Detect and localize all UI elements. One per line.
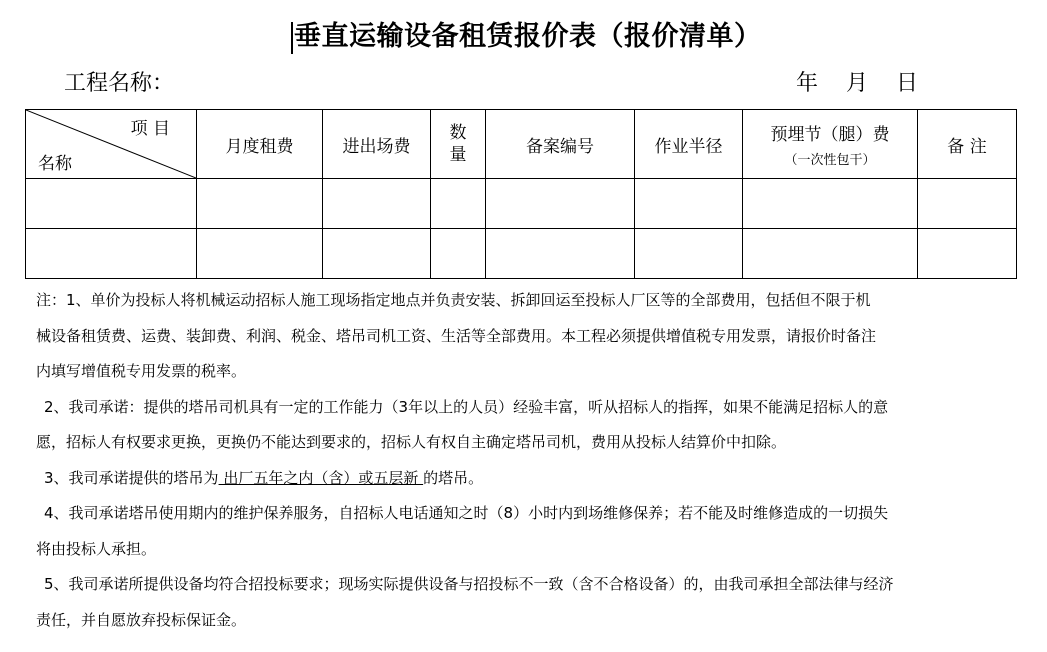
table-cell[interactable] [26, 229, 197, 279]
header-remarks: 备 注 [918, 110, 1017, 179]
header-quantity [431, 110, 486, 179]
note-3 [36, 461, 1036, 497]
note-3-underlined-term: 出厂五年之内（含）或五层新 [218, 468, 424, 487]
table-header-row [26, 110, 1017, 179]
header-monthly-rent: 月度租费 [197, 110, 323, 179]
table-cell[interactable] [197, 229, 323, 279]
header-embedded-section-label: 预埋节（腿）费 [770, 125, 890, 145]
table-row [26, 179, 1017, 229]
header-embedded-section-fee [743, 110, 918, 179]
table-cell[interactable] [323, 179, 431, 229]
diagonal-header-cell [26, 110, 197, 179]
quote-table [25, 109, 1017, 279]
note-5-line-2: 责任，并自愿放弃投标保证金。 [36, 610, 247, 629]
table-cell[interactable] [431, 229, 486, 279]
table-cell[interactable] [486, 179, 635, 229]
table-cell[interactable] [323, 229, 431, 279]
table-cell[interactable] [918, 229, 1017, 279]
note-4-line-1: 4、我司承诺塔吊使用期内的维护保养服务，自招标人电话通知之时（8）小时内到场维修保养；若不能及时维修造成的一切损失 [44, 504, 889, 522]
date-label: 年 月 日 [796, 71, 918, 96]
note-5-line-1: 5、我司承诺所提供设备均符合招投标要求；现场实际提供设备与招投标不一致（含不合格设备）的，由我司承担全部法律与经济 [44, 575, 894, 593]
table-cell[interactable] [431, 179, 486, 229]
table-cell[interactable] [635, 229, 743, 279]
header-quantity-line1: 数 [449, 123, 467, 143]
text-cursor [291, 22, 293, 54]
table-cell[interactable] [486, 229, 635, 279]
document-title: 垂直运输设备租赁报价表（报价清单） [294, 21, 762, 52]
note-1-line-3: 内填写增值税专用发票的税率。 [36, 362, 247, 380]
project-name-label: 工程名称： [64, 71, 175, 96]
header-working-radius: 作业半径 [635, 110, 743, 179]
note-3-prefix: 3、我司承诺提供的塔吊为 [44, 468, 219, 487]
header-quantity-line2: 量 [449, 145, 467, 165]
header-item: 项 目 [130, 119, 170, 139]
header-name: 名称 [38, 154, 72, 174]
table-row [26, 229, 1017, 279]
notes-section [36, 283, 1036, 638]
note-2-line-1: 2、我司承诺：提供的塔吊司机具有一定的工作能力（3年以上的人员）经验丰富，听从招标人的指挥，如果不能满足招标人的意 [44, 397, 889, 416]
table-cell[interactable] [918, 179, 1017, 229]
note-3-suffix: 的塔吊。 [423, 468, 484, 487]
table-cell[interactable] [197, 179, 323, 229]
table-cell[interactable] [743, 179, 918, 229]
header-record-number: 备案编号 [486, 110, 635, 179]
table-cell[interactable] [26, 179, 197, 229]
note-4-line-2: 将由投标人承担。 [36, 539, 157, 558]
note-1-line-2: 械设备租赁费、运费、装卸费、利润、税金、塔吊司机工资、生活等全部费用。本工程必须提供增值税专用发票，请报价时备注 [36, 326, 877, 345]
note-2-line-2: 愿，招标人有权要求更换，更换仍不能达到要求的，招标人有权自主确定塔吊司机，费用从投标人结算价中扣除。 [36, 433, 787, 451]
table-cell[interactable] [743, 229, 918, 279]
table-cell[interactable] [635, 179, 743, 229]
header-embedded-section-note: （一次性包干） [784, 153, 876, 168]
note-1-line-1: 注：1、单价为投标人将机械运动招标人施工现场指定地点并负责安装、拆卸回运至投标人厂区等的全部费用，包括但不限于机 [36, 291, 871, 309]
header-entry-exit-fee: 进出场费 [323, 110, 431, 179]
